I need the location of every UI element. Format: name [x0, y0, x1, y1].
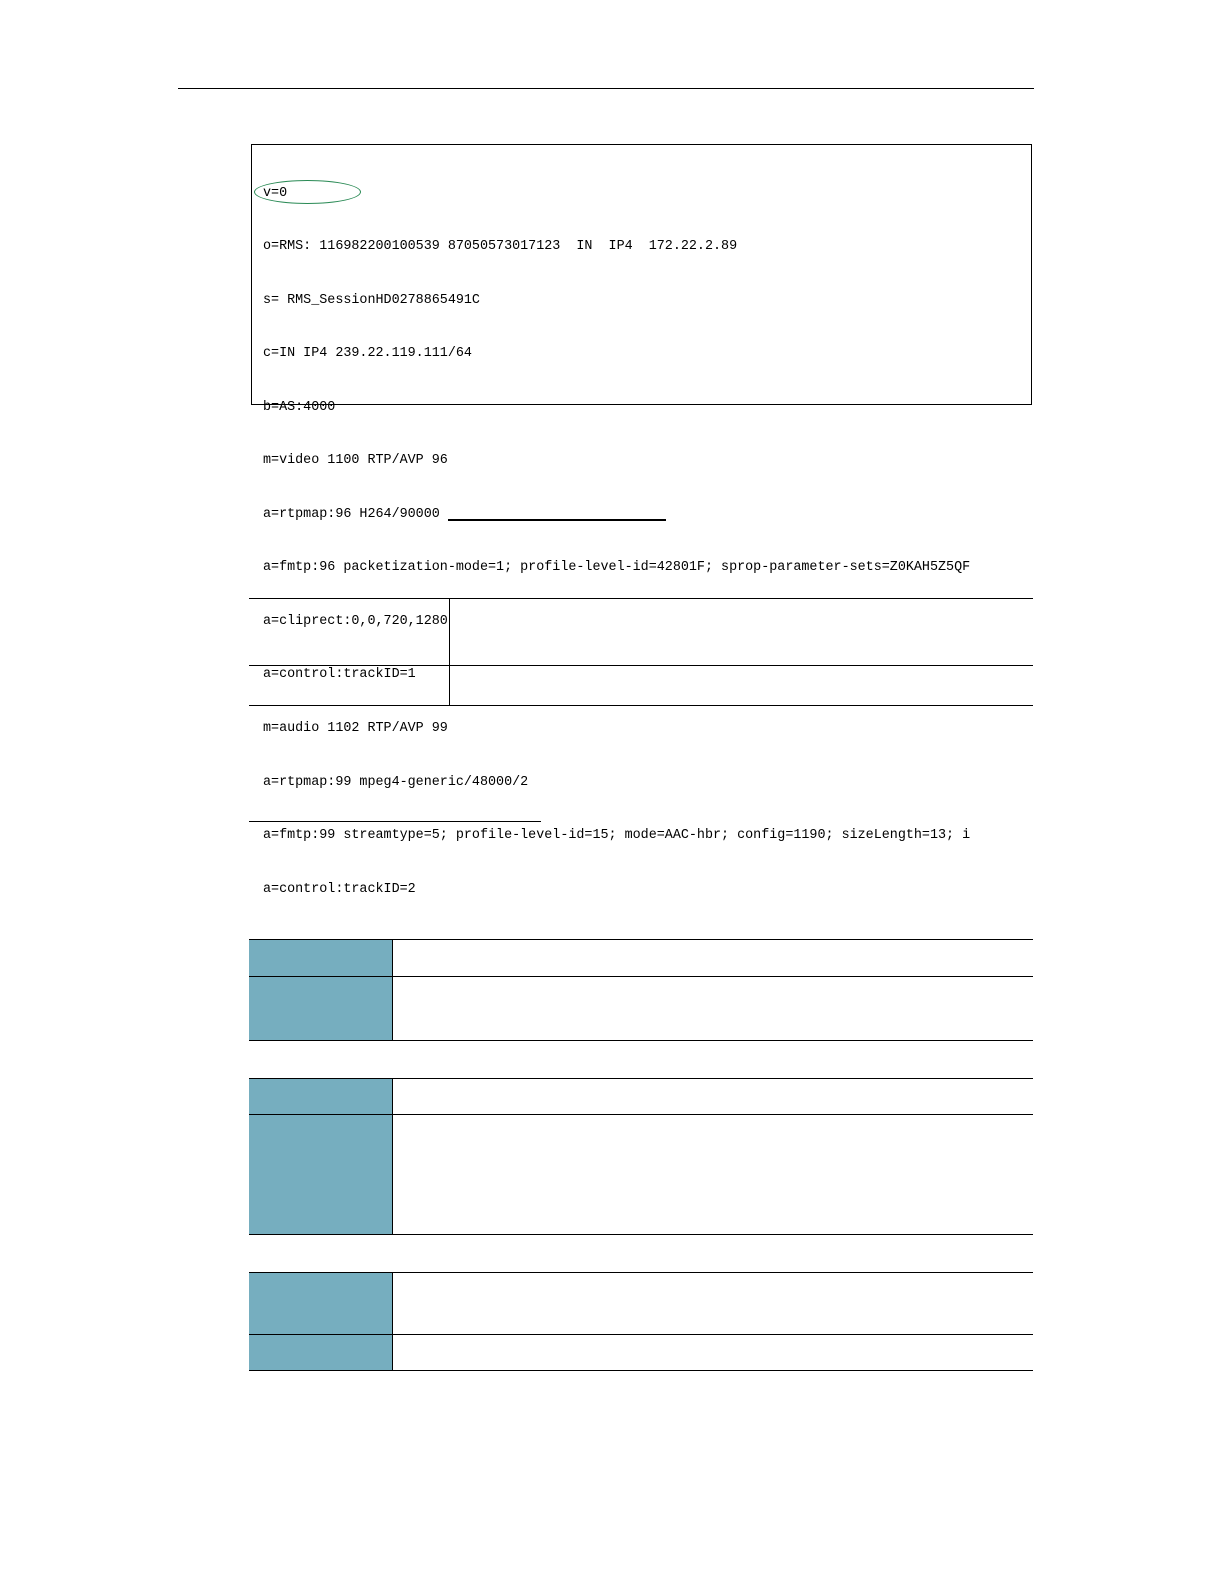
info-table	[249, 1078, 1033, 1235]
sdp-line: a=fmtp:99 streamtype=5; profile-level-id=15; mode=AAC-hbr; config=1190; sizeLength=13; i	[263, 828, 971, 844]
table-column-divider	[392, 976, 393, 1040]
table-rule	[249, 1272, 1033, 1273]
table-rule	[249, 1114, 1033, 1115]
table-rule	[249, 976, 1033, 977]
sdp-line: a=fmtp:96 packetization-mode=1; profile-level-id=42801F; sprop-parameter-sets=Z0KAH5Z5QF	[263, 560, 971, 576]
table-rule	[249, 705, 1033, 706]
sdp-code-lines	[263, 149, 970, 934]
sdp-line: v=0	[263, 185, 288, 201]
info-table	[249, 1272, 1033, 1371]
sdp-line: c=IN IP4 239.22.119.111/64	[263, 346, 472, 362]
table-row	[249, 1114, 1033, 1234]
table-rule	[249, 1040, 1033, 1041]
label-cell	[249, 1078, 392, 1114]
sdp-line: s= RMS_SessionHD0278865491C	[263, 292, 480, 308]
sdp-line: a=control:trackID=1	[263, 667, 416, 683]
session-name-highlight	[254, 180, 361, 204]
table-column-divider	[392, 939, 393, 976]
underline-rule	[448, 519, 666, 521]
header-rule	[178, 88, 1034, 89]
label-cell	[249, 1114, 392, 1234]
table-rule	[249, 939, 1033, 940]
table-column-divider	[392, 1114, 393, 1234]
label-cell	[249, 1334, 392, 1370]
table-row	[249, 939, 1033, 976]
table-rule	[249, 1370, 1033, 1371]
table-row	[249, 1078, 1033, 1114]
table-rule	[249, 1234, 1033, 1235]
sdp-line: a=rtpmap:96 H264/90000	[263, 506, 440, 522]
table-column-divider	[392, 1272, 393, 1334]
sdp-code-box	[251, 144, 1032, 897]
table-column-divider	[392, 1334, 393, 1370]
sdp-line: a=control:trackID=2	[263, 881, 416, 897]
table-column-divider	[449, 598, 450, 705]
sdp-line: a=cliprect:0,0,720,1280	[263, 613, 448, 629]
sdp-line: m=video 1100 RTP/AVP 96	[263, 453, 448, 469]
info-table	[249, 939, 1033, 1041]
label-cell	[249, 1272, 392, 1334]
table-rule	[249, 665, 1033, 666]
label-cell	[249, 939, 392, 976]
sdp-line: o=RMS: 116982200100539 87050573017123 IN IP4 172.22.2.89	[263, 239, 738, 255]
table-rule	[249, 1078, 1033, 1079]
plain-table	[249, 598, 1033, 706]
label-cell	[249, 976, 392, 1040]
sdp-line: m=audio 1102 RTP/AVP 99	[263, 721, 448, 736]
table-rule	[249, 598, 1033, 599]
underline-rule	[249, 821, 541, 822]
table-rule	[249, 1334, 1033, 1335]
table-row	[249, 976, 1033, 1040]
table-row	[249, 1272, 1033, 1334]
table-row	[249, 1334, 1033, 1370]
sdp-line: b=AS:4000	[263, 399, 336, 415]
table-column-divider	[392, 1078, 393, 1114]
sdp-line: a=rtpmap:99 mpeg4-generic/48000/2	[263, 774, 529, 790]
